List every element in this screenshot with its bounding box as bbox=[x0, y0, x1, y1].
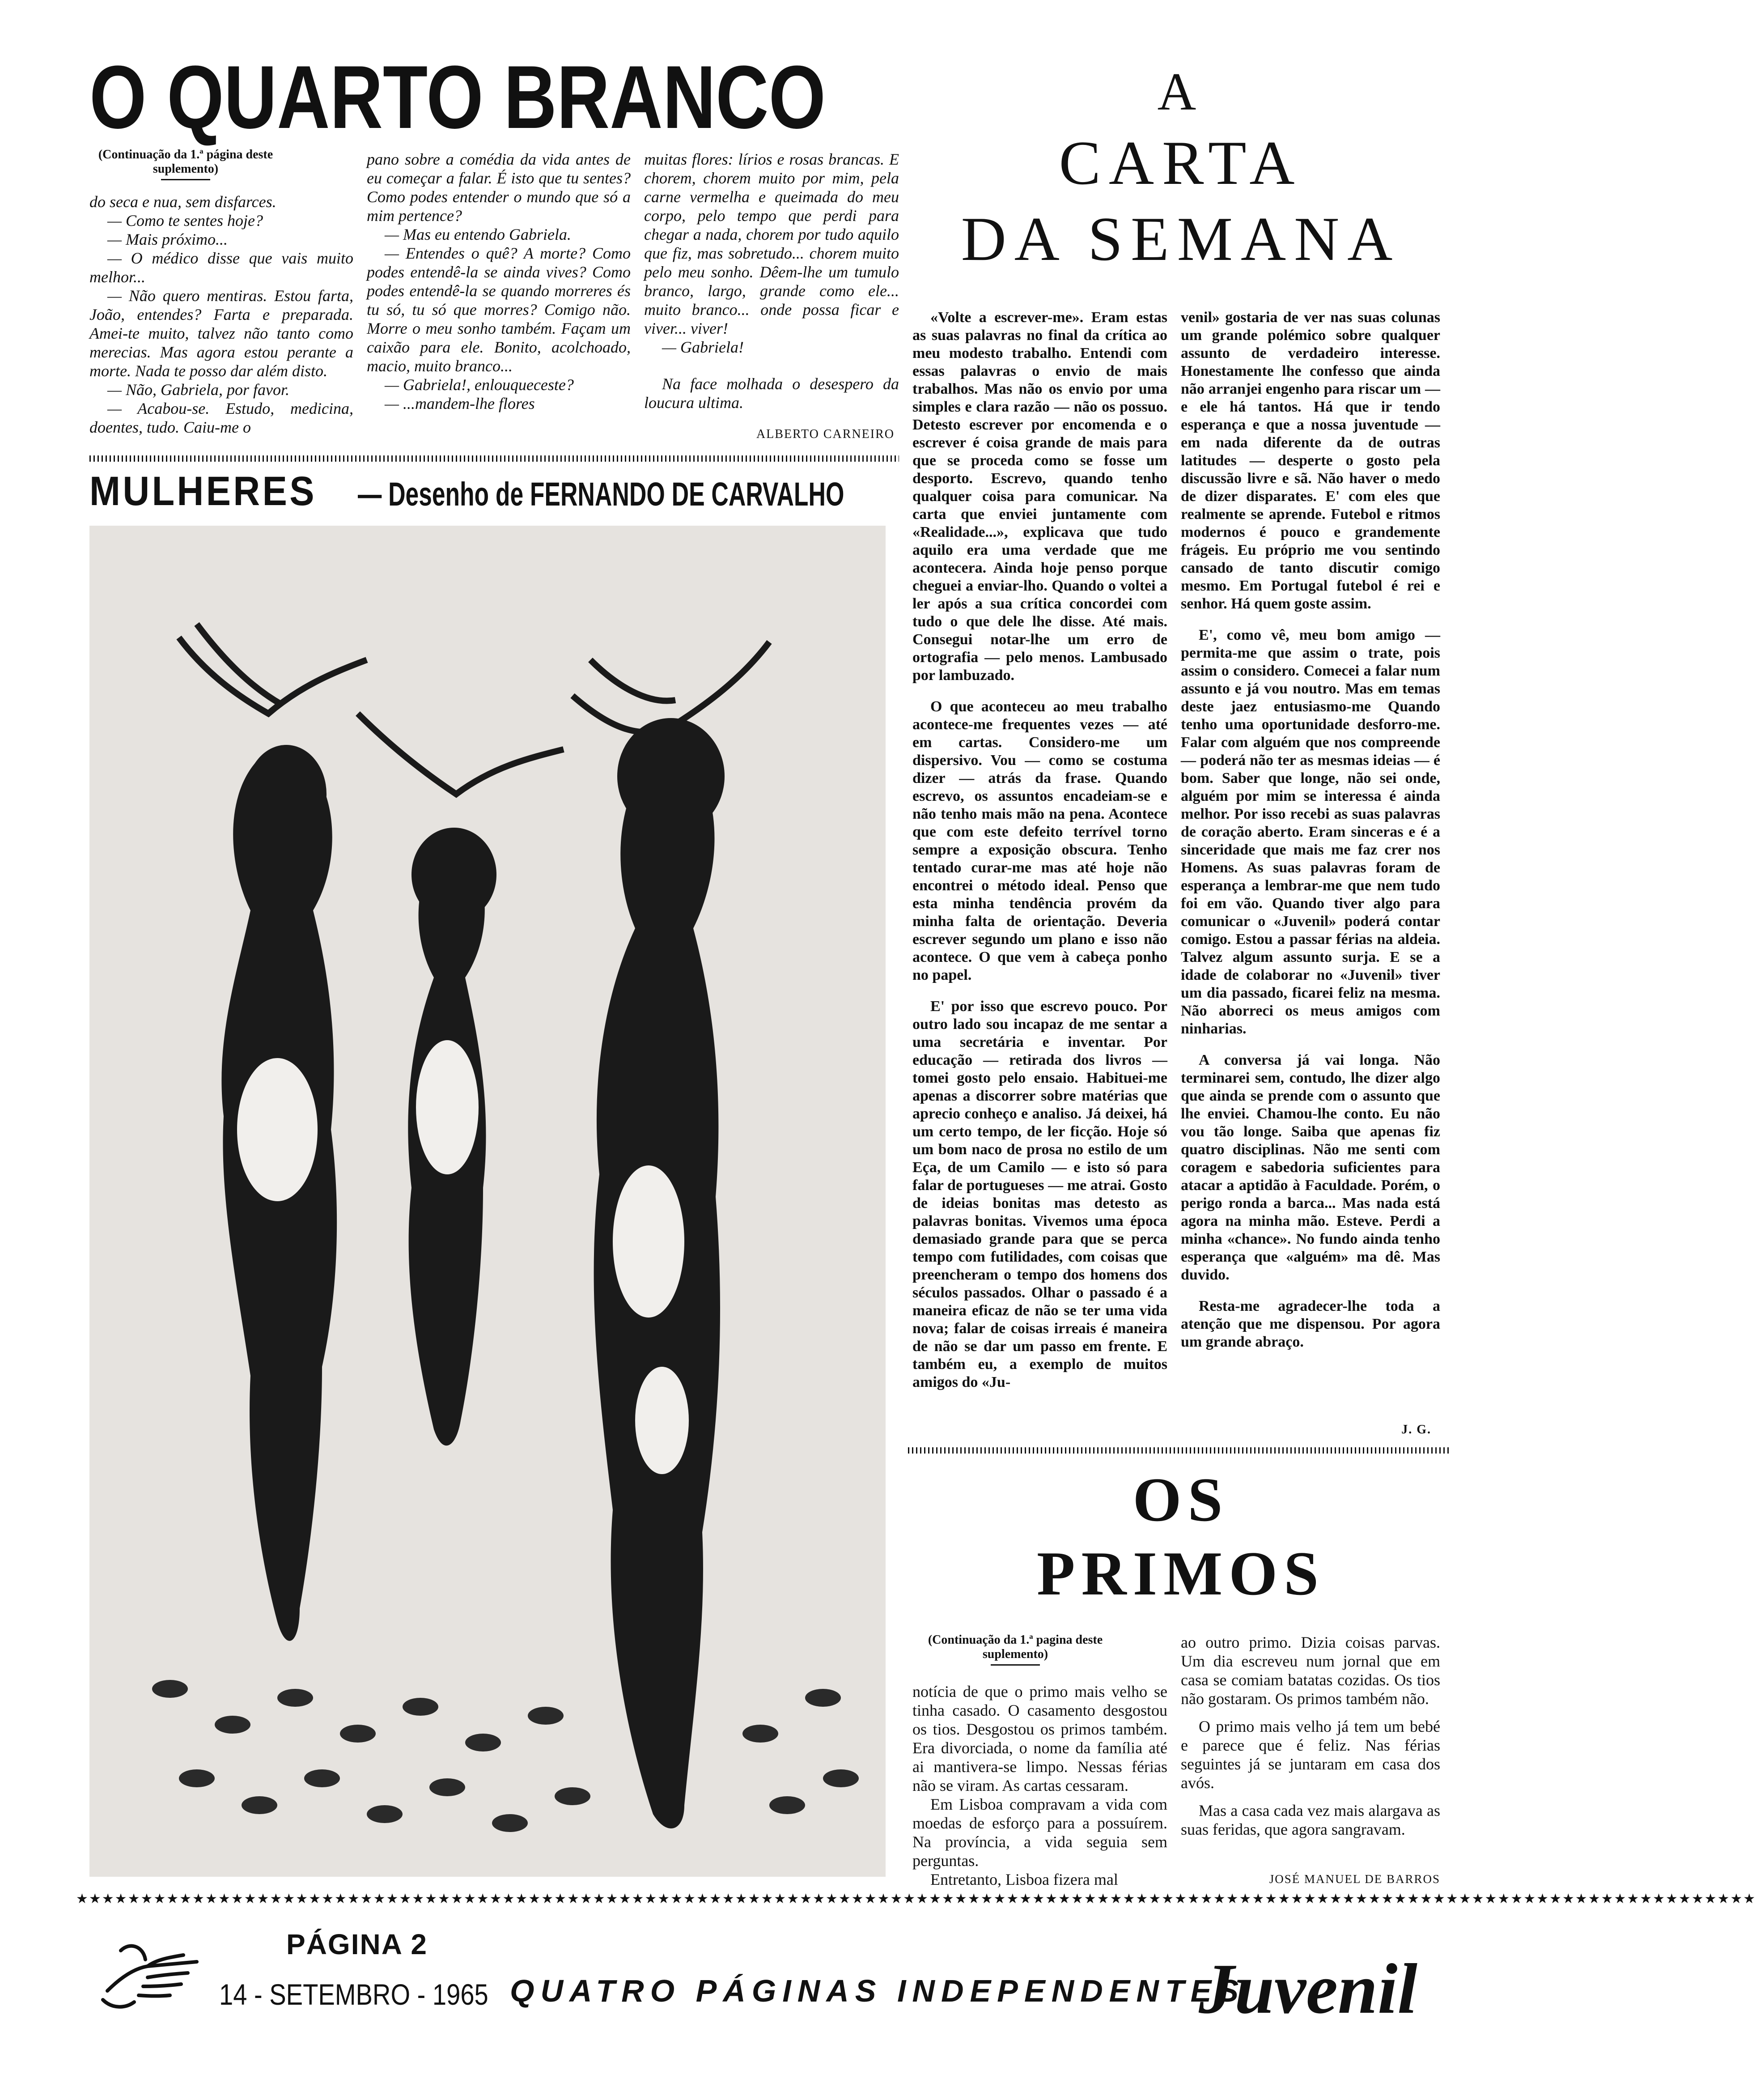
paragraph: Mas a casa cada vez mais alargava as suas feridas, que agora sangravam. bbox=[1181, 1802, 1440, 1838]
paragraph: — Não, Gabriela, por favor. bbox=[107, 381, 290, 399]
quarto-continuation-block bbox=[89, 148, 282, 186]
footer-tagline: QUATRO PÁGINAS INDEPENDENTES bbox=[510, 1973, 1245, 2008]
paragraph: — Entendes o quê? A morte? Como podes entendê-la se ainda vives? Como podes entendê-la se quando morreres és tu só, tu só que morres? Comigo não. Morre o meu sonho também. Façam um caixão para ele. Bonito, acolchoado, macio, muito branco... bbox=[367, 244, 631, 375]
paragraph: Em Lisboa compravam a vida com moedas de esforço para a possuírem. Na província, a vida seguia sem perguntas. bbox=[912, 1795, 1167, 1870]
carta-column-2 bbox=[1181, 309, 1440, 1351]
paragraph: — Mas eu entendo Gabriela. bbox=[385, 225, 571, 243]
quarto-author: ALBERTO CARNEIRO bbox=[756, 427, 895, 441]
footer-star-rule: ★★★★★★★★★★★★★★★★★★★★★★★★★★★★★★★★★★★★★★★★★★★★★★★★★★★★★★★★★★★★★★★★★★★★★★★★★★★★★★★★★★★★★★★★★★★★★★★★★★★★★★★★★★★★★★★★★★★★★★★★★★★★★★★★★★ bbox=[76, 1891, 1756, 1907]
mulheres-title: MULHERES bbox=[89, 468, 317, 514]
paragraph: ao outro primo. Dizia coisas parvas. Um dia escreveu num jornal que em casa se comiam batatas cozidas. Os tios não gostaram. Os primos também não. bbox=[1181, 1633, 1440, 1708]
paragraph: — Acabou-se. Estudo, medicina, doentes, tudo. Caiu-me o bbox=[89, 400, 353, 436]
primos-continuation-block bbox=[912, 1633, 1118, 1671]
continuation-rule bbox=[991, 1664, 1040, 1666]
primos-column-1 bbox=[912, 1682, 1167, 1889]
paragraph: do seca e nua, sem disfarces. bbox=[89, 193, 276, 211]
primos-author: JOSÉ MANUEL DE BARROS bbox=[1269, 1872, 1440, 1886]
primos-title-line-2: PRIMOS bbox=[1037, 1539, 1325, 1608]
paragraph: venil» gostaria de ver nas suas colunas um grande polémico sobre qualquer assunto de verdadeiro interesse. Honestamente lhe confesso que ainda não arranjei engenho para riscar um — e ele há tantos. Há que ir tendo esperança e que a nossa juventude — em nada diferente da de outras latitudes — desperte o gosto pela discussão livre e sã. Não haver o medo de dizer disparates. E' com eles que realmente se aprende. Futebol e ritmos modernos é pouco e grandemente frágeis. Eu próprio me vou sentindo cansado de tanto discutir comigo mesmo. Em Portugal futebol é rei e senhor. Há quem goste assim. bbox=[1181, 309, 1440, 612]
paragraph: O primo mais velho já tem um bebé e parece que é feliz. Nas férias seguintes já se juntaram em casa dos avós. bbox=[1181, 1717, 1440, 1792]
paragraph: A conversa já vai longa. Não terminarei sem, contudo, lhe dizer algo que ainda se prende com o assunto que lhe enviei. Chamou-lhe conto. Eu não vou tão longe. Saiba que apenas fiz quatro disciplinas. Não me senti com coragem e sabedoria suficientes para atacar a aptidão à Faculdade. Porém, o perigo ronda a barca... Mas nada está agora na minha mão. Esteve. Perdi a minha «chance». No fundo ainda tenho esperança que «alguém» ma dê. Mas duvido. bbox=[1181, 1052, 1440, 1283]
drawing-figures bbox=[89, 526, 886, 1877]
carta-column-1 bbox=[912, 309, 1167, 1391]
mulheres-heading bbox=[89, 469, 903, 518]
paragraph: O que aconteceu ao meu trabalho acontece-me frequentes vezes — até em cartas. Considero-me um dispersivo. Vou — como se costuma dizer — atrás da frase. Quando escrevo, os assuntos encadeiam-se e não tenho mais mão na pena. Acontece que com este defeito terrível torno sempre a exposição obscura. Tenho tentado curar-me mas até hoje não encontrei o método ideal. Penso que esta minha tendência provém da minha falta de orientação. Deveria escrever segundo um plano e isso não acontece. O que vem à cabeça ponho no papel. bbox=[912, 698, 1167, 983]
paragraph: — Como te sentes hoje? bbox=[107, 212, 263, 230]
primos-column-2 bbox=[1181, 1633, 1440, 1839]
paragraph: — Gabriela!, enlouqueceste? bbox=[385, 376, 574, 394]
paragraph: — Mais próximo... bbox=[107, 230, 228, 248]
paragraph: Entretanto, Lisboa fizera mal bbox=[930, 1870, 1118, 1888]
footer-brand: Juvenil bbox=[1199, 1949, 1417, 2028]
paragraph: notícia de que o primo mais velho se tinha casado. O casamento desgostou os tios. Desgostou os primos também. Era divorciada, o nome da família até ai mantivera-se limpo. Nessas férias não se viram. As cartas cessaram. bbox=[912, 1683, 1167, 1794]
paragraph: Resta-me agradecer-lhe toda a atenção que me dispensou. Por agora um grande abraço. bbox=[1181, 1298, 1440, 1350]
section-divider bbox=[89, 455, 899, 462]
paragraph: pano sobre a comédia da vida antes de eu começar a falar. É isto que tu sentes? Como podes entender o mundo que só a mim pertence? bbox=[367, 150, 631, 225]
mulheres-drawing bbox=[89, 526, 886, 1877]
carta-title bbox=[912, 58, 1449, 277]
paragraph: «Volte a escrever-me». Eram estas as suas palavras no final da crítica ao meu modesto trabalho. Entendi com essas palavras o envio de mais trabalhos. Mas não os envio por uma simples e clara razão — não os possuo. Detesto escrever por encomenda e o escrever é coisa grande de mais para que se proceda como se fosse um desporto. Escrevo, quando tenho qualquer coisa para comunicar. Na carta que enviei juntamente com «Realidade...», explicava que tudo aquilo era uma verdade que me acontecera. Ainda hoje penso porque cheguei a enviar-lho. Quando o voltei a ler após a sua crítica concordei com tudo o que dele lhe disse. Até mais. Consegui notar-lhe um erro de ortografia — pelo menos. Lambusado por lambuzado. bbox=[912, 309, 1167, 684]
mulheres-subtitle: — Desenho de FERNANDO DE CARVALHO bbox=[358, 476, 844, 513]
paragraph: — Gabriela! bbox=[662, 338, 744, 356]
paragraph: E', como vê, meu bom amigo — permita-me que assim o trate, pois assim o considero. Comecei a falar num assunto e já vou noutro. Mas em temas deste jaez entusiasmo-me Quando tenho uma oportunidade desforro-me. Falar com alguém que nos compreende — poderá não ter as mesmas ideias — é bom. Saber que longe, não sei onde, alguém por mim se interessa é ainda melhor. Por isso recebi as suas palavras de coração aberto. Eram sinceras e é a sinceridade que mais me faz crer nos Homens. As suas palavras foram de esperança a lembrar-me que nem tudo foi em vão. Quando tiver algo para comunicar o «Juvenil» poderá contar comigo. Estou a passar férias na aldeia. Talvez algum assunto surja. E se a idade de colaborar no «Juvenil» tiver um dia passado, ficarei feliz na mesma. Não aborreci os meus amigos com ninharias. bbox=[1181, 627, 1440, 1037]
paragraph: — O médico disse que vais muito melhor... bbox=[89, 249, 353, 286]
carta-title-line-3: DA SEMANA bbox=[961, 204, 1401, 274]
paragraph: muitas flores: lírios e rosas brancas. E chorem, chorem muito por mim, pela carne vermelha e queimada do meu corpo, pelo tempo que perdi para chegar a nada, chorem por tudo aquilo que fiz, mas sobretudo... chorem muito pelo meu sonho. Dêem-lhe um tumulo branco, largo, grande como ele... muito branco... onde possa ficar e viver... viver! bbox=[644, 150, 899, 337]
paragraph: E' por isso que escrevo pouco. Por outro lado sou incapaz de me sentar a uma secretária e inventar. Por educação — retirada dos livros — tomei gosto pelo ensaio. Habituei-me apenas a discorrer sobre matérias que aprecio conheço e analiso. Já deixei, há um certo tempo, de ler ficção. Hoje só um bom naco de prosa no estilo de um Eça, de um Camilo — e isto só para falar de portugueses — me atrai. Gosto de ideias bonitas mas detesto as palavras bonitas. Vivemos uma época demasiado grande para que se perca tempo com futilidades, com coisas que preencheram o tempo dos homens dos séculos passados. Olhar o passado é a maneira eficaz de não se ter uma vida nova; falar de coisas irreais é maneira de não se dar um passo em frente. E também eu, a exemplo de muitos amigos do «Ju- bbox=[912, 998, 1167, 1390]
carta-title-line-2: CARTA bbox=[1059, 128, 1303, 198]
quarto-column-2 bbox=[367, 150, 631, 413]
primos-title-line-1: OS bbox=[1132, 1465, 1229, 1535]
quarto-column-3 bbox=[644, 150, 899, 412]
quarto-continuation: (Continuação da 1.ª página deste suplemento) bbox=[98, 148, 273, 176]
footer-date: 14 - SETEMBRO - 1965 bbox=[219, 1978, 488, 2011]
continuation-rule bbox=[161, 179, 210, 180]
pointing-hand-icon bbox=[94, 1924, 210, 2013]
primos-continuation: (Continuação da 1.ª pagina deste suplemento) bbox=[928, 1633, 1103, 1661]
footer-logo bbox=[94, 1924, 210, 2013]
paragraph: Na face molhada o desespero da loucura ultima. bbox=[644, 375, 899, 412]
paragraph: — ...mandem-lhe flores bbox=[385, 395, 535, 412]
primos-title bbox=[912, 1463, 1449, 1611]
carta-signature: J. G. bbox=[1401, 1423, 1431, 1437]
carta-title-line-1: A bbox=[1157, 62, 1205, 121]
quarto-title: O QUARTO BRANCO bbox=[89, 47, 826, 147]
section-divider bbox=[908, 1447, 1449, 1454]
quarto-column-1 bbox=[89, 192, 353, 437]
paragraph: — Não quero mentiras. Estou farta, João, entendes? Farta e preparada. Amei-te muito, talvez não tanto como merecias. Mas agora estou perante a morte. Nada te posso dar além disto. bbox=[89, 287, 353, 380]
footer-page: PÁGINA 2 bbox=[286, 1928, 428, 1960]
